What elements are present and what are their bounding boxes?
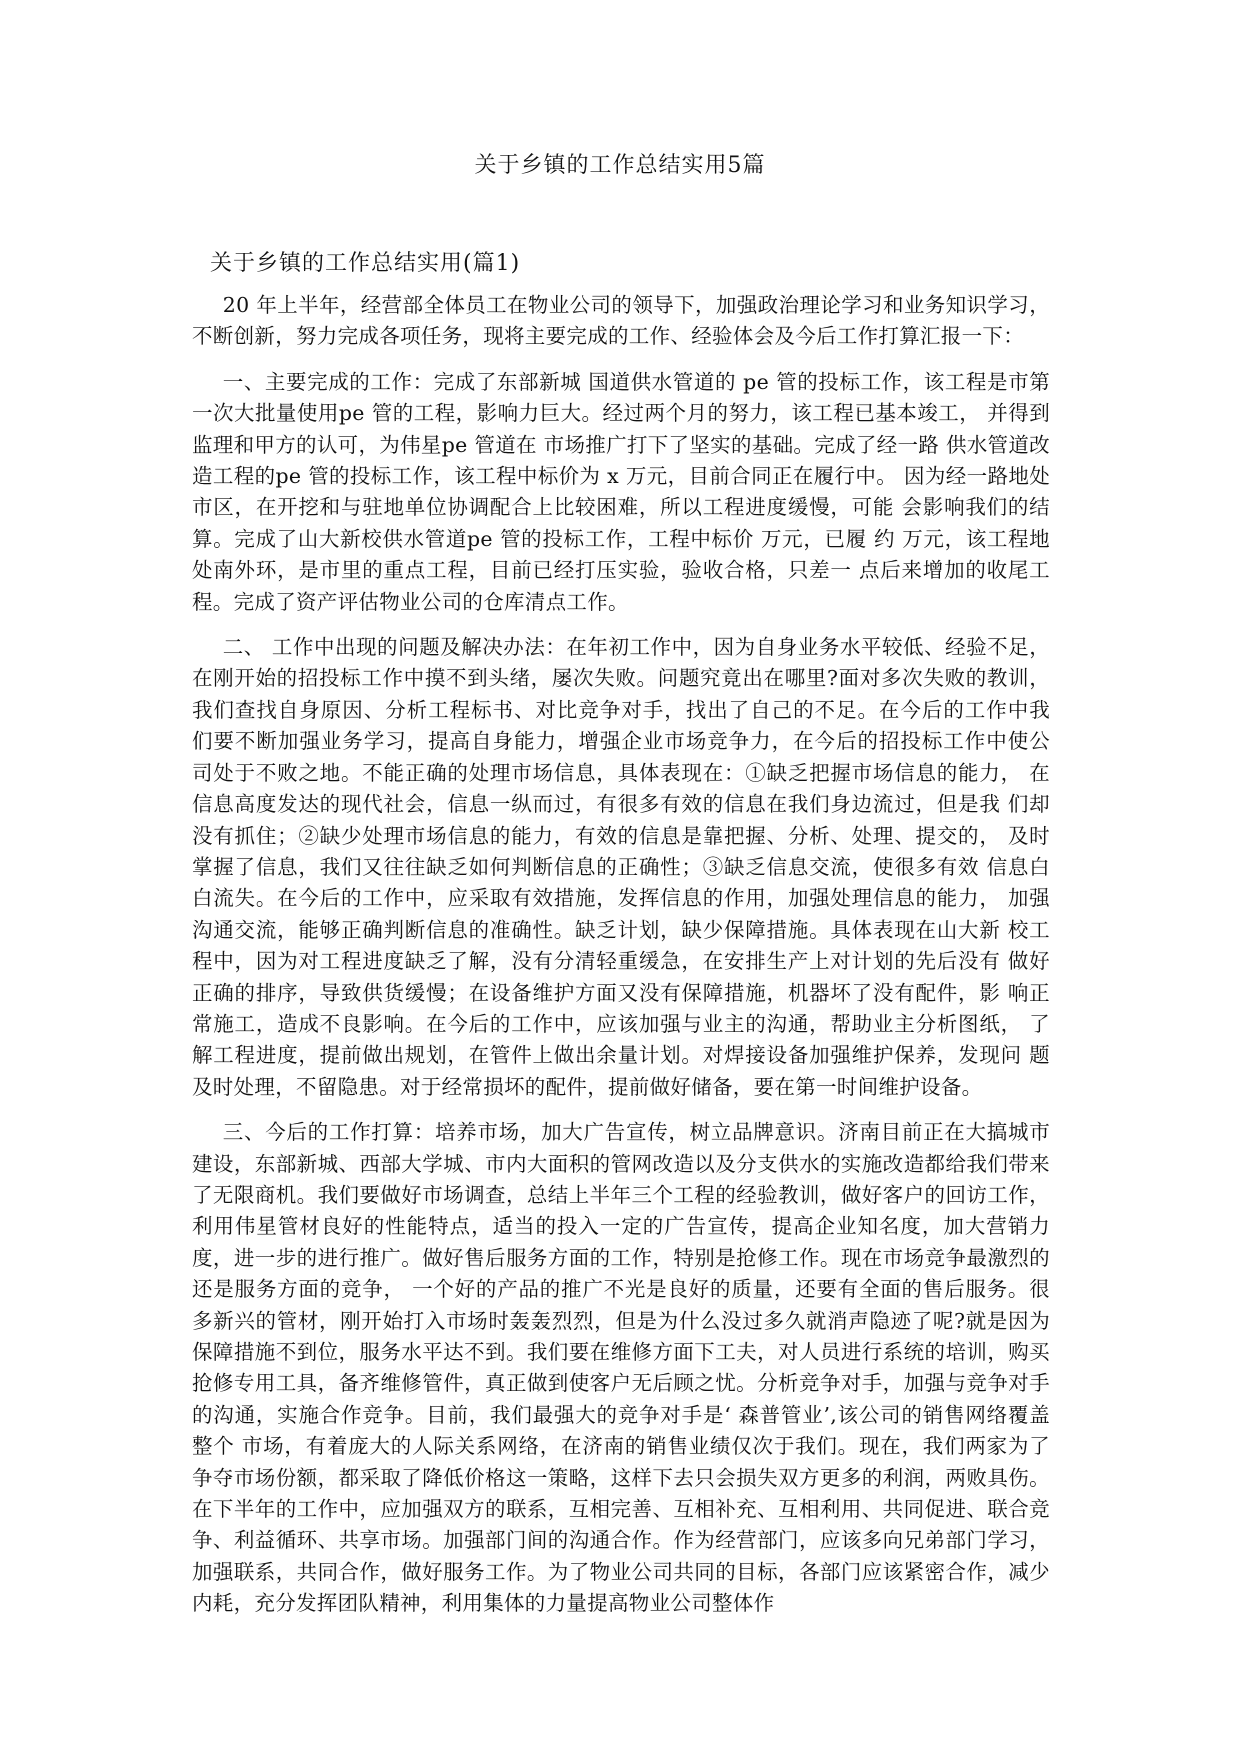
paragraph-future-plans: 三、今后的工作打算：培养市场，加大广告宣传，树立品牌意识。济南目前正在大搞城市建设，东部新城、西部大学城、市内大面积的管网改造以及分支供水的实施改造都给我们带来了无限商机。我们要做好市场调查，总结上半年三个工程的经验教训，做好客户的回访工作，利用伟星管材良好的性能特点，适当的投入一定的广告宣传，提高企业知名度，加大营销力度，进一步的进行推广。做好售后服务方面的工作，特别是抢修工作。现在市场竞争最激烈的还是服务方面的竞争， 一个好的产品的推广不光是良好的质量，还要有全面的售后服务。很多新兴的管材，刚开始打入市场时轰轰烈烈，但是为什么没过多久就消声隐迹了呢?就是因为保障措施不到位，服务水平达不到。我们要在维修方面下工夫，对人员进行系统的培训，购买抢修专用工具，备齐维修管件，真正做到使客户无后顾之忧。分析竞争对手，加强与竞争对手的沟通，实施合作竞争。目前，我们最强大的竞争对手是‘ 森普管业’,该公司的销售网络覆盖整个 市场，有着庞大的人际关系网络，在济南的销售业绩仅次于我们。现在，我们两家为了争夺市场份额，都采取了降低价格这一策略，这样下去只会损失双方更多的利润，两败具伤。在下半年的工作中，应加强双方的联系，互相完善、互相补充、互相利用、共同促进、联合竞争、利益循环、共享市场。加强部门间的沟通合作。作为经营部门，应该多向兄弟部门学习，加强联系，共同合作，做好服务工作。为了物业公司共同的目标，各部门应该紧密合作，减少内耗，充分发挥团队精神，利用集体的力量提高物业公司整体作 [192,1120,1050,1616]
document-title: 关于乡镇的工作总结实用5篇 [474,153,766,178]
section-title: 关于乡镇的工作总结实用(篇1) [210,251,521,276]
paragraph-intro: 20 年上半年，经营部全体员工在物业公司的领导下，加强政治理论学习和业务知识学习，不断创新，努力完成各项任务，现将主要完成的工作、经验体会及今后工作打算汇报一下： [192,293,1050,349]
document-body [192,290,1050,1634]
paragraph-completed-work: 一、主要完成的工作：完成了东部新城 国道供水管道的 pe 管的投标工作，该工程是市第一次大批量使用pe 管的工程，影响力巨大。经过两个月的努力，该工程已基本竣工， 并得到监理和甲方的认可，为伟星pe 管道在 市场推广打下了坚实的基础。完成了经一路 供水管道改造工程的pe 管的投标工作，该工程中标价为 x 万元，目前合同正在履行中。 因为经一路地处市区，在开挖和与驻地单位协调配合上比较困难，所以工程进度缓慢，可能 会影响我们的结算。完成了山大新校供水管道pe 管的投标工作，工程中标价 万元，已履 约 万元，该工程地处南外环，是市里的重点工程，目前已经打压实验，验收合格，只差一 点后来增加的收尾工程。完成了资产评估物业公司的仓库清点工作。 [192,369,1050,614]
paragraph-problems-solutions: 二、 工作中出现的问题及解决办法：在年初工作中，因为自身业务水平较低、经验不足， 在刚开始的招投标工作中摸不到头绪，屡次失败。问题究竟出在哪里?面对多次失败的教训， 我们查找自身原因、分析工程标书、对比竞争对手，找出了自己的不足。在今后的工作中我 们要不断加强业务学习，提高自身能力，增强企业市场竞争力，在今后的招投标工作中使公 司处于不败之地。不能正确的处理市场信息，具体表现在：①缺乏把握市场信息的能力， 在信息高度发达的现代社会，信息一纵而过，有很多有效的信息在我们身边流过，但是我 们却没有抓住；②缺少处理市场信息的能力，有效的信息是靠把握、分析、处理、提交的， 及时掌握了信息，我们又往往缺乏如何判断信息的正确性；③缺乏信息交流，使很多有效 信息白白流失。在今后的工作中，应采取有效措施，发挥信息的作用，加强处理信息的能力， 加强沟通交流，能够正确判断信息的准确性。缺乏计划，缺少保障措施。具体表现在山大新 校工程中，因为对工程进度缺乏了解，没有分清轻重缓急，在安排生产上对计划的先后没有 做好正确的排序，导致供货缓慢；在设备维护方面又没有保障措施，机器坏了没有配件，影 响正常施工，造成不良影响。在今后的工作中，应该加强与业主的沟通，帮助业主分析图纸， 了解工程进度，提前做出规划，在管件上做出余量计划。对焊接设备加强维护保养，发现问 题及时处理，不留隐患。对于经常损坏的配件，提前做好储备，要在第一时间维护设备。 [192,635,1050,1099]
